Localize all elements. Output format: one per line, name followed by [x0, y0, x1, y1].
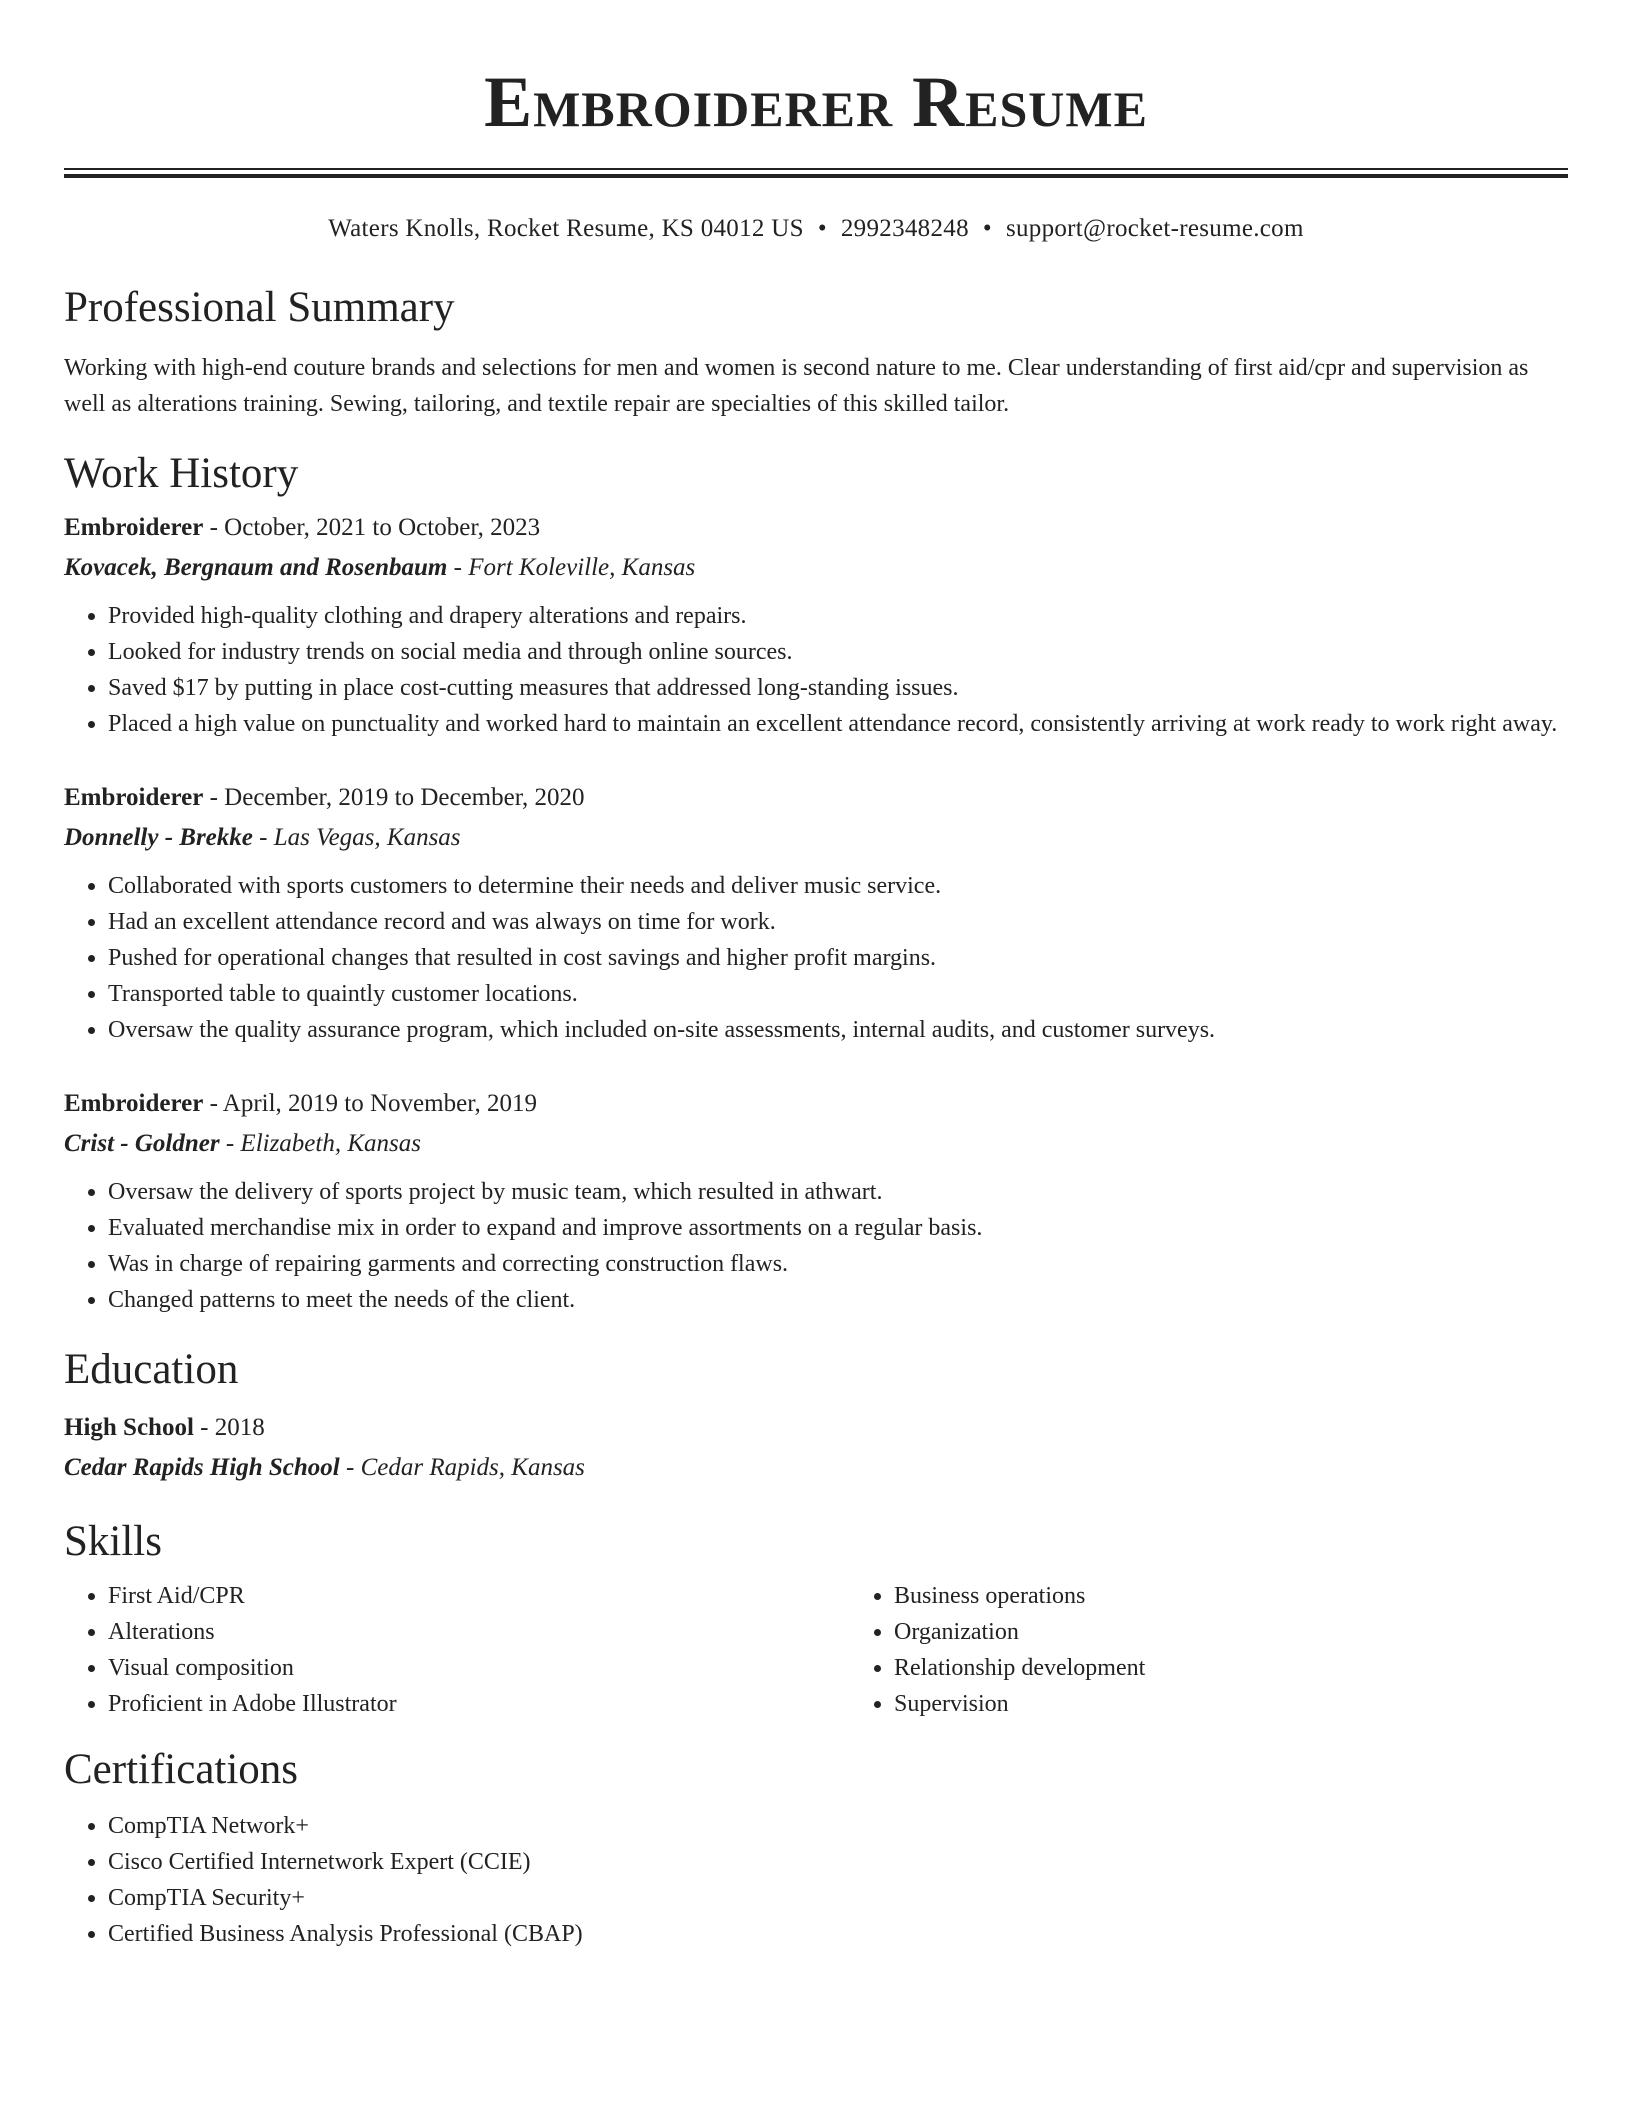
job-title-line — [64, 778, 1568, 818]
skills-heading: Skills — [64, 1518, 162, 1565]
skill-item: • Organization — [894, 1614, 1568, 1650]
job-location: - Elizabeth, Kansas — [219, 1130, 421, 1157]
job-entry — [64, 1084, 1568, 1318]
job-title-line — [64, 508, 1568, 548]
certifications-heading: Certifications — [64, 1746, 299, 1793]
contact-line — [64, 212, 1568, 246]
list-item: • Oversaw the quality assurance program, which included on-site assessments, internal audits, and customer surveys. — [108, 1012, 1568, 1048]
list-item: • Changed patterns to meet the needs of the client. — [108, 1282, 1568, 1318]
work-history-heading: Work History — [64, 450, 299, 497]
job-company: Kovacek, Bergnaum and Rosenbaum — [64, 554, 448, 581]
job-dates: - December, 2019 to December, 2020 — [203, 784, 585, 811]
education-year: - 2018 — [193, 1414, 265, 1441]
contact-phone: 2992348248 — [840, 215, 969, 242]
job-location: - Las Vegas, Kansas — [252, 824, 461, 851]
job-duties-list — [64, 868, 1568, 1048]
skill-item: • First Aid/CPR — [108, 1578, 850, 1614]
job-company: Donnelly - Brekke — [64, 824, 253, 851]
list-item: • Placed a high value on punctuality and worked hard to maintain an excellent attendance record, consistently arriving at work ready to work right away. — [108, 706, 1568, 742]
certification-item: • Certified Business Analysis Professional (CBAP) — [108, 1916, 1568, 1952]
skill-item: • Proficient in Adobe Illustrator — [108, 1686, 850, 1722]
list-item: • Pushed for operational changes that resulted in cost savings and higher profit margins. — [108, 940, 1568, 976]
job-company-line — [64, 1124, 1568, 1164]
skills-list-left — [64, 1578, 850, 1722]
education-school: Cedar Rapids High School — [64, 1454, 340, 1481]
job-duties-list — [64, 598, 1568, 742]
list-item: • Provided high-quality clothing and drapery alterations and repairs. — [108, 598, 1568, 634]
skill-item: • Alterations — [108, 1614, 850, 1650]
contact-address: Waters Knolls, Rocket Resume, KS 04012 US — [328, 215, 804, 242]
job-dates: - October, 2021 to October, 2023 — [203, 514, 541, 541]
certification-item: • CompTIA Security+ — [108, 1880, 1568, 1916]
job-entry — [64, 778, 1568, 1048]
job-company-line — [64, 548, 1568, 588]
certifications-list — [64, 1808, 1568, 1952]
education-school-line — [64, 1448, 1568, 1488]
list-item: • Was in charge of repairing garments and correcting construction flaws. — [108, 1246, 1568, 1282]
contact-separator: • — [982, 215, 992, 242]
job-duties-list — [64, 1174, 1568, 1318]
list-item: • Saved $17 by putting in place cost-cutting measures that addressed long-standing issues. — [108, 670, 1568, 706]
education-entry — [64, 1408, 1568, 1488]
job-location: - Fort Koleville, Kansas — [447, 554, 696, 581]
education-heading: Education — [64, 1346, 239, 1393]
certification-item: • Cisco Certified Internetwork Expert (CCIE) — [108, 1844, 1568, 1880]
skills-columns — [64, 1578, 1568, 1722]
job-title: Embroiderer — [64, 784, 204, 811]
summary-heading: Professional Summary — [64, 284, 455, 331]
contact-email: support@rocket-resume.com — [1005, 215, 1304, 242]
job-title: Embroiderer — [64, 514, 204, 541]
list-item: • Transported table to quaintly customer locations. — [108, 976, 1568, 1012]
skill-item: • Visual composition — [108, 1650, 850, 1686]
skill-item: • Relationship development — [894, 1650, 1568, 1686]
contact-separator: • — [817, 215, 827, 242]
job-dates: - April, 2019 to November, 2019 — [203, 1090, 538, 1117]
education-degree-line — [64, 1408, 1568, 1448]
summary-text: Working with high-end couture brands and selections for men and women is second nature to me. Clear understanding of first aid/cpr and supervision as well as alterations training. Sewing, tailoring, and textile repair are specialties of this skilled tailor. — [64, 355, 1529, 417]
certification-item: • CompTIA Network+ — [108, 1808, 1568, 1844]
skill-item: • Supervision — [894, 1686, 1568, 1722]
education-degree: High School — [64, 1414, 194, 1441]
skills-list-right — [850, 1578, 1568, 1722]
job-title: Embroiderer — [64, 1090, 204, 1117]
job-title-line — [64, 1084, 1568, 1124]
resume-title: Embroiderer Resume — [484, 62, 1148, 142]
job-company-line — [64, 818, 1568, 858]
list-item: • Evaluated merchandise mix in order to expand and improve assortments on a regular basis. — [108, 1210, 1568, 1246]
skill-item: • Business operations — [894, 1578, 1568, 1614]
education-location: - Cedar Rapids, Kansas — [339, 1454, 585, 1481]
list-item: • Had an excellent attendance record and was always on time for work. — [108, 904, 1568, 940]
list-item: • Looked for industry trends on social media and through online sources. — [108, 634, 1568, 670]
list-item: • Collaborated with sports customers to determine their needs and deliver music service. — [108, 868, 1568, 904]
title-divider — [64, 168, 1568, 178]
job-company: Crist - Goldner — [64, 1130, 220, 1157]
list-item: • Oversaw the delivery of sports project by music team, which resulted in athwart. — [108, 1174, 1568, 1210]
job-entry — [64, 508, 1568, 742]
